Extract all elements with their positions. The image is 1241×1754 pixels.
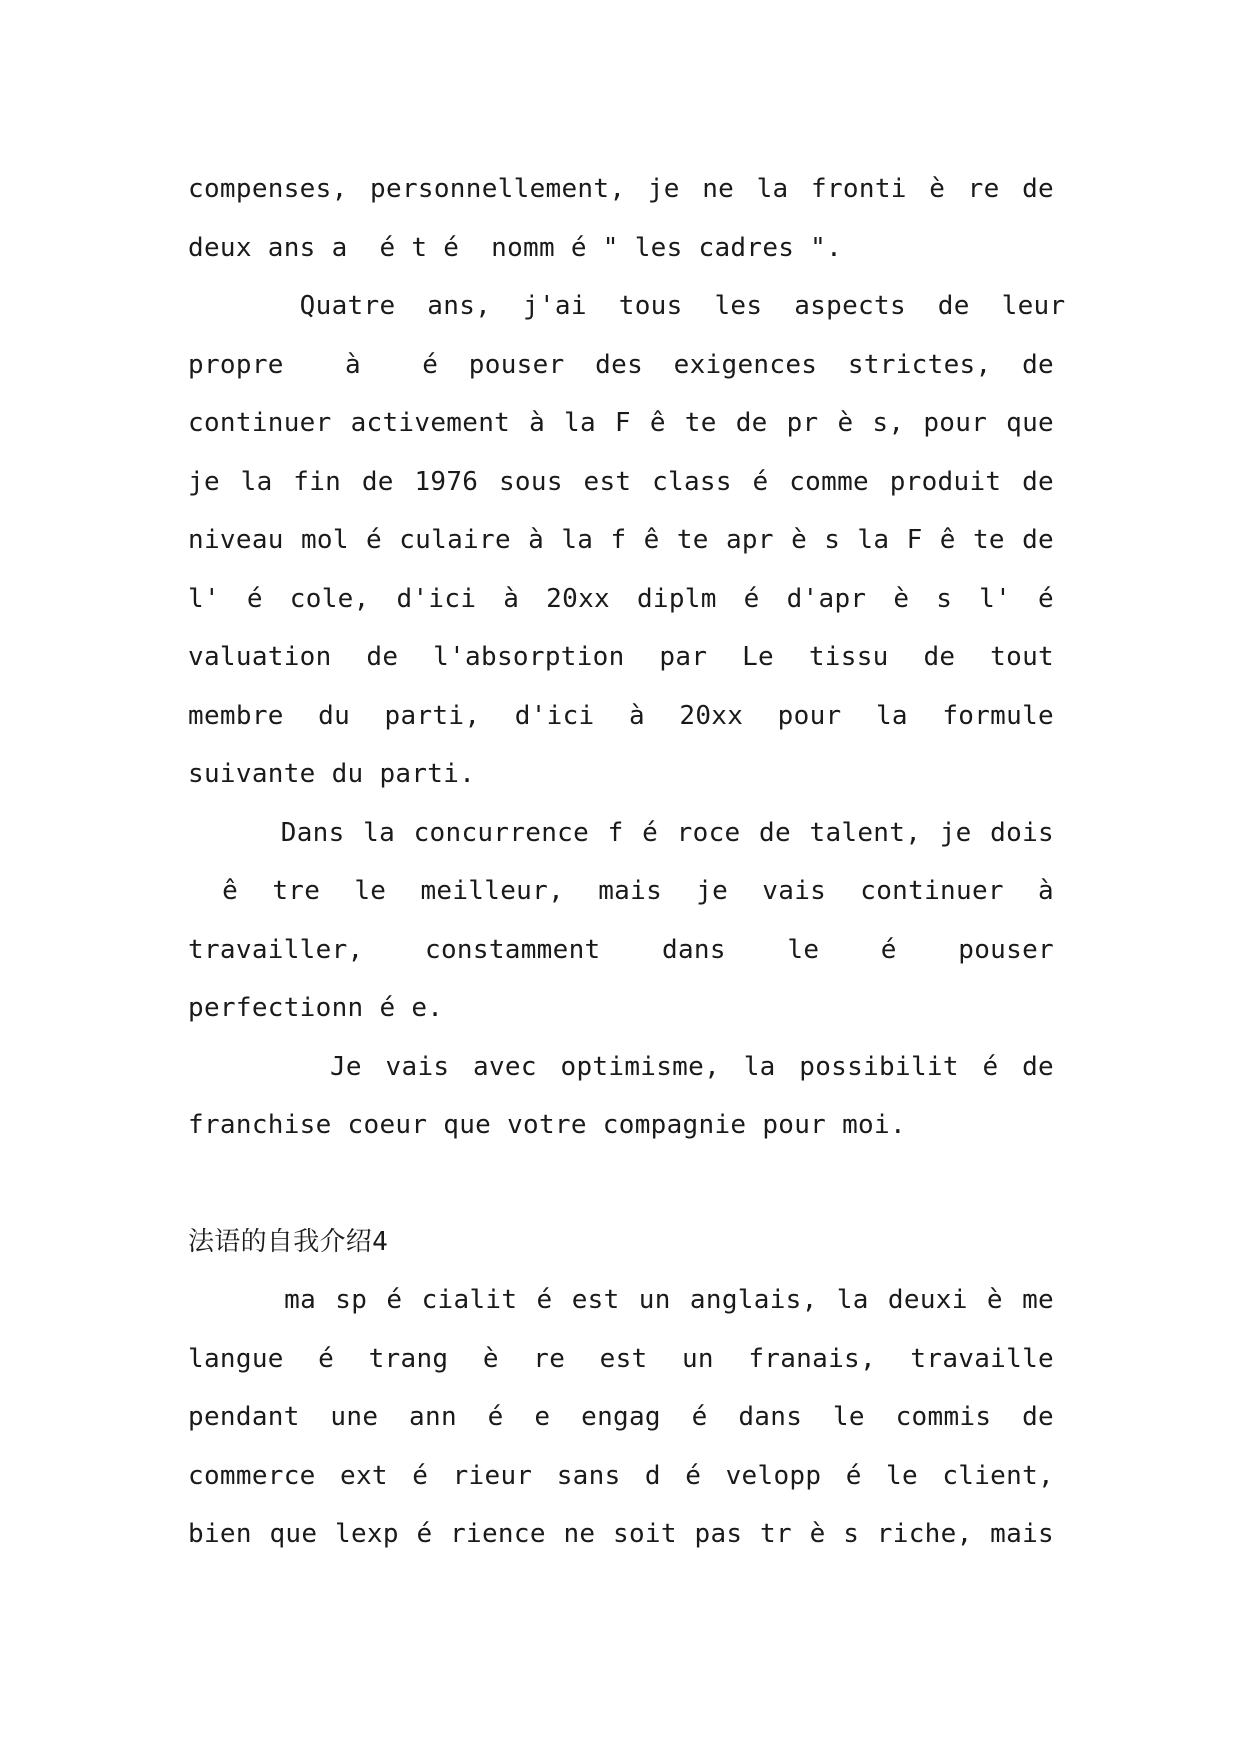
- section-title: 法语的自我介绍4: [188, 1226, 389, 1257]
- text-line: perfectionn é e.: [188, 993, 444, 1023]
- text-line: valuation de l'absorption par Le tissu de tout: [188, 642, 1054, 672]
- text-line: suivante du parti.: [188, 759, 476, 789]
- text-line: ê tre le meilleur, mais je vais continuer à: [188, 876, 1054, 906]
- paragraph: [188, 160, 1054, 277]
- text-line: ma sp é cialit é est un anglais, la deuxi è me: [188, 1285, 1054, 1315]
- text-line: continuer activement à la F ê te de pr è s, pour que: [188, 408, 1054, 438]
- paragraph: [188, 804, 1054, 1038]
- text-line: Quatre ans, j'ai tous les aspects de leur: [188, 291, 1066, 321]
- text-line: l' é cole, d'ici à 20xx diplm é d'apr è s l' é: [188, 583, 1054, 614]
- text-line: compenses, personnellement, je ne la fronti è re de: [188, 174, 1054, 204]
- paragraph: [188, 1038, 1054, 1155]
- text-line: commerce ext é rieur sans d é velopp é le client,: [188, 1460, 1054, 1491]
- document-body: [188, 160, 1066, 1564]
- text-line: franchise coeur que votre compagnie pour moi.: [188, 1110, 906, 1140]
- text-line: deux ans a é t é nomm é " les cadres ".: [188, 232, 843, 263]
- text-line: pendant une ann é e engag é dans le commis de: [188, 1402, 1054, 1432]
- text-line: je la fin de 1976 sous est class é comme produit de: [188, 466, 1054, 497]
- text-line: bien que lexp é rience ne soit pas tr è s riche, mais: [188, 1519, 1054, 1549]
- text-line: niveau mol é culaire à la f ê te apr è s la F ê te de: [188, 525, 1054, 555]
- text-line: Dans la concurrence f é roce de talent, je dois: [188, 817, 1054, 848]
- text-line: propre à é pouser des exigences strictes, de: [188, 349, 1054, 380]
- text-line: membre du parti, d'ici à 20xx pour la formule: [188, 700, 1054, 731]
- paragraph: [188, 277, 1066, 804]
- text-line: travailler, constamment dans le é pouser: [188, 934, 1054, 965]
- section-heading: [188, 1213, 1054, 1272]
- text-line: langue é trang è re est un franais, travaille: [188, 1343, 1054, 1374]
- paragraph: [188, 1271, 1054, 1564]
- text-line: Je vais avec optimisme, la possibilit é de: [188, 1051, 1054, 1082]
